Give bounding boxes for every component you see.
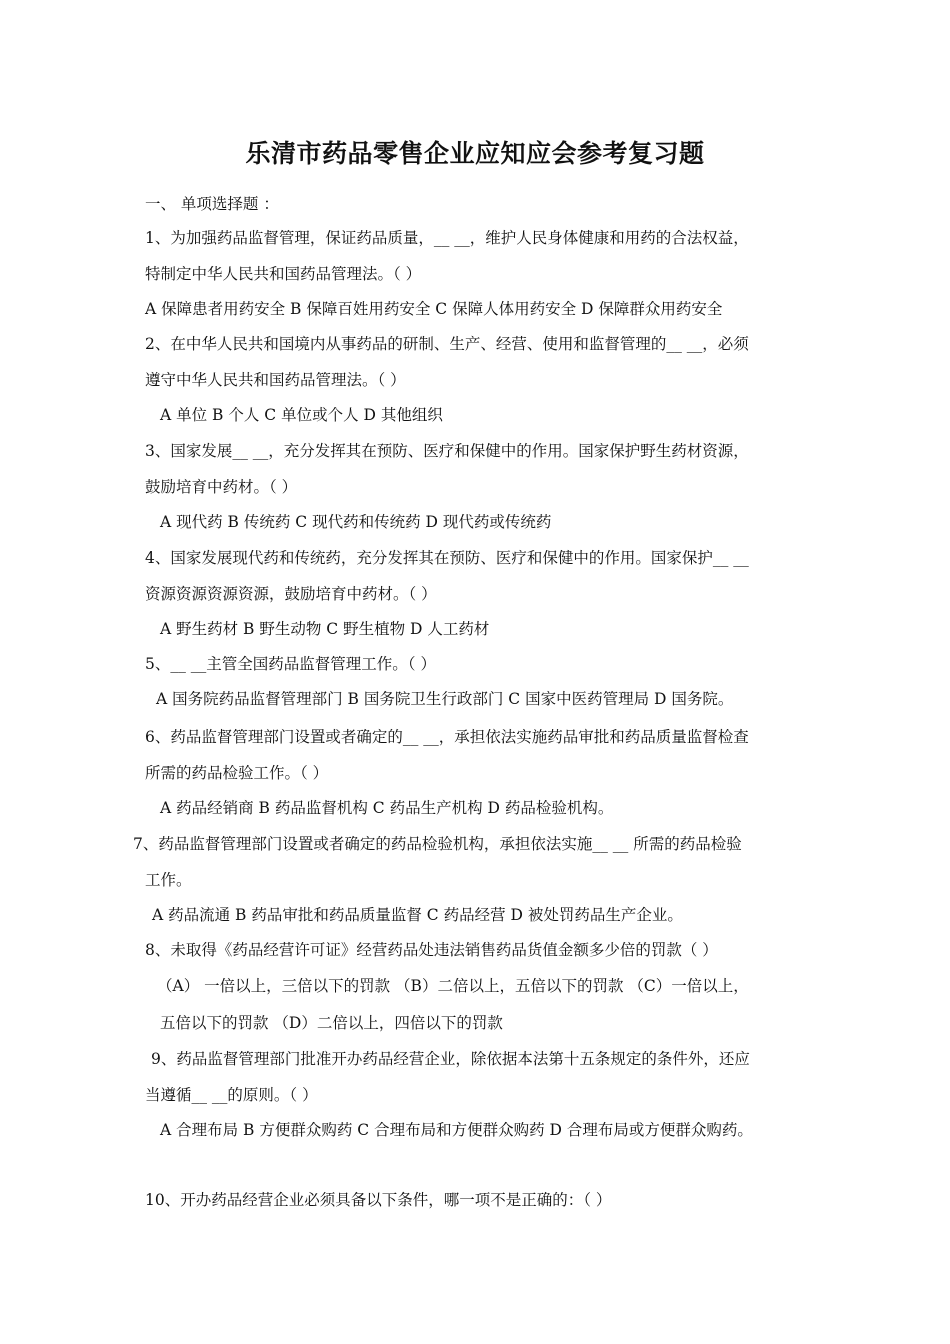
question-9-line-2: 当遵循__ __的原则。（ ） <box>145 1086 318 1104</box>
question-6-options: A 药品经销商 B 药品监督机构 C 药品生产机构 D 药品检验机构。 <box>160 799 614 817</box>
question-8-line-1: 8、未取得《药品经营许可证》经营药品处违法销售药品货值金额多少倍的罚款（ ） <box>145 941 718 959</box>
question-4-line-1: 4、国家发展现代药和传统药，充分发挥其在预防、医疗和保健中的作用。国家保护__ __ <box>145 549 749 567</box>
question-3-line-2: 鼓励培育中药材。（ ） <box>145 478 298 496</box>
question-8-options-line-1: （A） 一倍以上，三倍以下的罚款 （B）二倍以上，五倍以下的罚款 （C）一倍以上， <box>157 977 749 995</box>
question-5-options: A 国务院药品监督管理部门 B 国务院卫生行政部门 C 国家中医药管理局 D 国务院。 <box>156 690 734 708</box>
question-1-line-1: 1、为加强药品监督管理，保证药品质量，__ __，维护人民身体健康和用药的合法权益， <box>145 229 749 247</box>
question-4-line-2: 资源资源资源资源，鼓励培育中药材。（ ） <box>145 585 437 603</box>
question-2-options: A 单位 B 个人 C 单位或个人 D 其他组织 <box>160 406 443 424</box>
question-9-options: A 合理布局 B 方便群众购药 C 合理布局和方便群众购药 D 合理布局或方便群众购药。 <box>160 1121 753 1139</box>
question-8-options-line-2: 五倍以下的罚款 （D）二倍以上，四倍以下的罚款 <box>160 1014 503 1032</box>
question-7-line-1: 7、药品监督管理部门设置或者确定的药品检验机构，承担依法实施__ __ 所需的药品检验 <box>133 835 742 853</box>
question-1-options: A 保障患者用药安全 B 保障百姓用药安全 C 保障人体用药安全 D 保障群众用药安全 <box>145 300 723 318</box>
question-1-line-2: 特制定中华人民共和国药品管理法。（ ） <box>145 265 422 283</box>
question-7-line-2: 工作。 <box>145 871 192 889</box>
question-3-options: A 现代药 B 传统药 C 现代药和传统药 D 现代药或传统药 <box>160 513 552 531</box>
question-3-line-1: 3、国家发展__ __，充分发挥其在预防、医疗和保健中的作用。国家保护野生药材资源， <box>145 442 749 460</box>
question-4-options: A 野生药材 B 野生动物 C 野生植物 D 人工药材 <box>160 620 490 638</box>
question-9-line-1: 9、药品监督管理部门批准开办药品经营企业，除依据本法第十五条规定的条件外，还应 <box>151 1050 750 1068</box>
question-2-line-1: 2、在中华人民共和国境内从事药品的研制、生产、经营、使用和监督管理的__ __，必须 <box>145 335 749 353</box>
section-heading: 一、 单项选择题 ： <box>145 195 279 213</box>
question-6-line-2: 所需的药品检验工作。（ ） <box>145 764 329 782</box>
document-title: 乐清市药品零售企业应知应会参考复习题 <box>245 139 705 168</box>
question-2-line-2: 遵守中华人民共和国药品管理法。（ ） <box>145 371 406 389</box>
question-10-line-1: 10、开办药品经营企业必须具备以下条件，哪一项不是正确的：（ ） <box>145 1191 612 1209</box>
question-7-options: A 药品流通 B 药品审批和药品质量监督 C 药品经营 D 被处罚药品生产企业。 <box>152 906 683 924</box>
question-6-line-1: 6、药品监督管理部门设置或者确定的__ __，承担依法实施药品审批和药品质量监督检查 <box>145 728 749 746</box>
question-5-line-1: 5、__ __主管全国药品监督管理工作。（ ） <box>145 655 436 673</box>
